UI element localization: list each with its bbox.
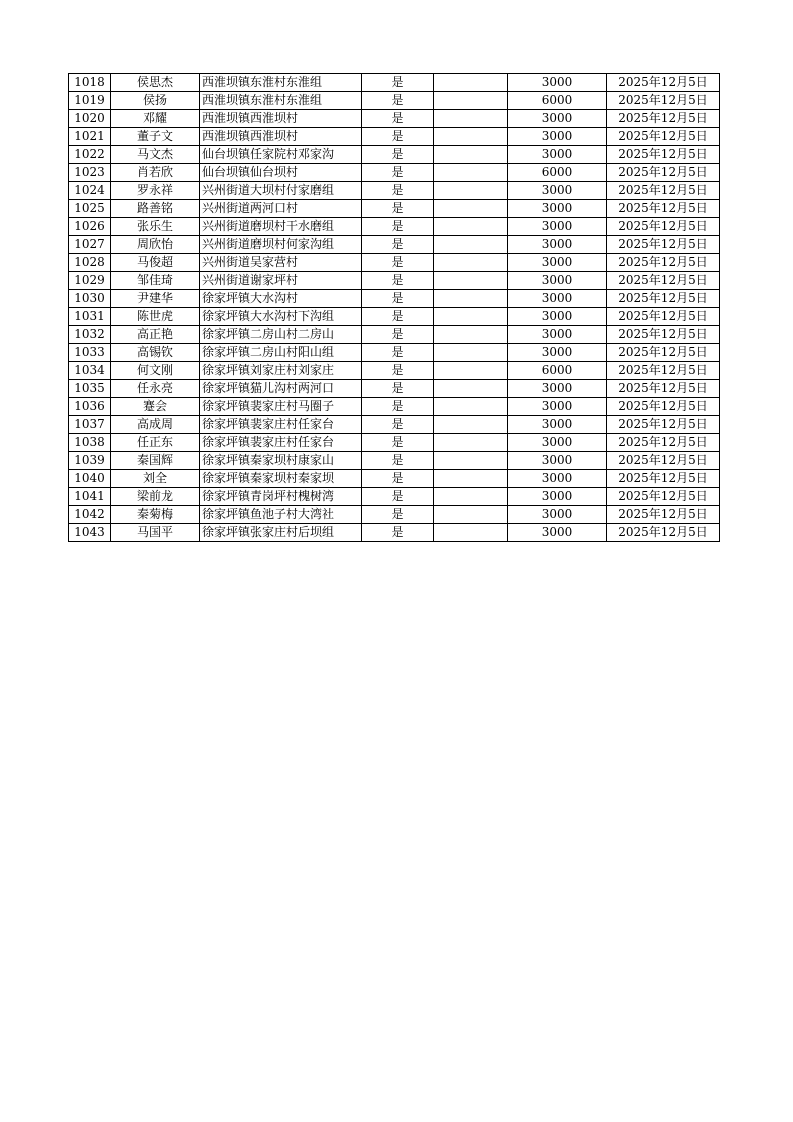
- cell-name: 高成周: [111, 416, 200, 434]
- cell-id: 1037: [69, 416, 111, 434]
- table-row: [69, 182, 720, 200]
- cell-id: 1042: [69, 506, 111, 524]
- cell-amount: 3000: [508, 236, 607, 254]
- cell-name: 路善铭: [111, 200, 200, 218]
- cell-flag: 是: [362, 92, 434, 110]
- cell-amount: 3000: [508, 524, 607, 542]
- cell-blank: [434, 488, 508, 506]
- cell-id: 1025: [69, 200, 111, 218]
- table-row: [69, 218, 720, 236]
- cell-id: 1031: [69, 308, 111, 326]
- table-row: [69, 326, 720, 344]
- cell-address: 徐家坪镇裴家庄村任家台: [200, 416, 362, 434]
- cell-blank: [434, 74, 508, 92]
- cell-date: 2025年12月5日: [607, 308, 720, 326]
- cell-amount: 3000: [508, 74, 607, 92]
- cell-flag: 是: [362, 290, 434, 308]
- cell-amount: 3000: [508, 182, 607, 200]
- cell-name: 何文刚: [111, 362, 200, 380]
- cell-date: 2025年12月5日: [607, 92, 720, 110]
- cell-amount: 3000: [508, 308, 607, 326]
- cell-name: 任永亮: [111, 380, 200, 398]
- cell-name: 邓耀: [111, 110, 200, 128]
- cell-amount: 3000: [508, 416, 607, 434]
- cell-address: 兴州街道谢家坪村: [200, 272, 362, 290]
- cell-blank: [434, 272, 508, 290]
- cell-address: 徐家坪镇青岗坪村槐树湾: [200, 488, 362, 506]
- table-row: [69, 254, 720, 272]
- cell-date: 2025年12月5日: [607, 74, 720, 92]
- cell-name: 侯扬: [111, 92, 200, 110]
- cell-flag: 是: [362, 128, 434, 146]
- cell-flag: 是: [362, 200, 434, 218]
- cell-id: 1032: [69, 326, 111, 344]
- cell-flag: 是: [362, 110, 434, 128]
- cell-address: 兴州街道磨坝村何家沟组: [200, 236, 362, 254]
- cell-date: 2025年12月5日: [607, 110, 720, 128]
- cell-id: 1040: [69, 470, 111, 488]
- cell-flag: 是: [362, 236, 434, 254]
- cell-amount: 6000: [508, 164, 607, 182]
- cell-id: 1023: [69, 164, 111, 182]
- cell-amount: 3000: [508, 506, 607, 524]
- cell-date: 2025年12月5日: [607, 416, 720, 434]
- cell-name: 梁前龙: [111, 488, 200, 506]
- cell-name: 罗永祥: [111, 182, 200, 200]
- cell-id: 1043: [69, 524, 111, 542]
- cell-amount: 3000: [508, 470, 607, 488]
- cell-amount: 3000: [508, 200, 607, 218]
- cell-address: 徐家坪镇裴家庄村任家台: [200, 434, 362, 452]
- cell-flag: 是: [362, 506, 434, 524]
- cell-date: 2025年12月5日: [607, 146, 720, 164]
- table-row: [69, 290, 720, 308]
- table-body: [69, 74, 720, 542]
- table-row: [69, 128, 720, 146]
- cell-blank: [434, 470, 508, 488]
- cell-flag: 是: [362, 182, 434, 200]
- cell-amount: 3000: [508, 254, 607, 272]
- cell-amount: 3000: [508, 488, 607, 506]
- cell-amount: 3000: [508, 128, 607, 146]
- table-row: [69, 470, 720, 488]
- cell-date: 2025年12月5日: [607, 344, 720, 362]
- cell-blank: [434, 380, 508, 398]
- cell-name: 马俊超: [111, 254, 200, 272]
- cell-address: 徐家坪镇二房山村二房山: [200, 326, 362, 344]
- cell-flag: 是: [362, 398, 434, 416]
- cell-blank: [434, 362, 508, 380]
- cell-id: 1039: [69, 452, 111, 470]
- cell-id: 1024: [69, 182, 111, 200]
- cell-address: 西淮坝镇东淮村东淮组: [200, 74, 362, 92]
- cell-id: 1022: [69, 146, 111, 164]
- cell-amount: 3000: [508, 344, 607, 362]
- cell-name: 尹建华: [111, 290, 200, 308]
- cell-date: 2025年12月5日: [607, 470, 720, 488]
- cell-id: 1018: [69, 74, 111, 92]
- cell-date: 2025年12月5日: [607, 236, 720, 254]
- cell-address: 徐家坪镇猫儿沟村两河口: [200, 380, 362, 398]
- cell-address: 兴州街道大坝村付家磨组: [200, 182, 362, 200]
- cell-blank: [434, 416, 508, 434]
- cell-flag: 是: [362, 344, 434, 362]
- cell-name: 任正东: [111, 434, 200, 452]
- cell-id: 1029: [69, 272, 111, 290]
- cell-id: 1036: [69, 398, 111, 416]
- cell-address: 徐家坪镇大水沟村: [200, 290, 362, 308]
- cell-date: 2025年12月5日: [607, 506, 720, 524]
- cell-amount: 3000: [508, 146, 607, 164]
- cell-blank: [434, 218, 508, 236]
- cell-name: 蹇会: [111, 398, 200, 416]
- cell-flag: 是: [362, 308, 434, 326]
- cell-id: 1019: [69, 92, 111, 110]
- cell-blank: [434, 308, 508, 326]
- cell-flag: 是: [362, 488, 434, 506]
- cell-date: 2025年12月5日: [607, 182, 720, 200]
- cell-address: 兴州街道磨坝村干水磨组: [200, 218, 362, 236]
- cell-date: 2025年12月5日: [607, 398, 720, 416]
- cell-blank: [434, 110, 508, 128]
- cell-id: 1030: [69, 290, 111, 308]
- cell-blank: [434, 254, 508, 272]
- cell-flag: 是: [362, 218, 434, 236]
- cell-flag: 是: [362, 74, 434, 92]
- cell-date: 2025年12月5日: [607, 488, 720, 506]
- cell-blank: [434, 398, 508, 416]
- data-table: [68, 73, 720, 542]
- table-row: [69, 416, 720, 434]
- table-row: [69, 164, 720, 182]
- cell-name: 邹佳琦: [111, 272, 200, 290]
- cell-name: 秦菊梅: [111, 506, 200, 524]
- cell-blank: [434, 236, 508, 254]
- cell-id: 1035: [69, 380, 111, 398]
- cell-address: 兴州街道两河口村: [200, 200, 362, 218]
- cell-name: 高正艳: [111, 326, 200, 344]
- cell-id: 1021: [69, 128, 111, 146]
- cell-id: 1028: [69, 254, 111, 272]
- cell-amount: 6000: [508, 92, 607, 110]
- cell-id: 1041: [69, 488, 111, 506]
- cell-flag: 是: [362, 164, 434, 182]
- cell-id: 1020: [69, 110, 111, 128]
- table-row: [69, 452, 720, 470]
- cell-id: 1033: [69, 344, 111, 362]
- cell-date: 2025年12月5日: [607, 434, 720, 452]
- cell-amount: 3000: [508, 110, 607, 128]
- cell-date: 2025年12月5日: [607, 380, 720, 398]
- cell-address: 西淮坝镇西淮坝村: [200, 110, 362, 128]
- table-row: [69, 488, 720, 506]
- cell-date: 2025年12月5日: [607, 362, 720, 380]
- cell-blank: [434, 344, 508, 362]
- cell-amount: 6000: [508, 362, 607, 380]
- cell-address: 徐家坪镇张家庄村后坝组: [200, 524, 362, 542]
- table-row: [69, 362, 720, 380]
- cell-address: 兴州街道吴家营村: [200, 254, 362, 272]
- cell-blank: [434, 182, 508, 200]
- cell-amount: 3000: [508, 326, 607, 344]
- cell-blank: [434, 506, 508, 524]
- cell-date: 2025年12月5日: [607, 452, 720, 470]
- cell-flag: 是: [362, 362, 434, 380]
- cell-name: 董子文: [111, 128, 200, 146]
- cell-flag: 是: [362, 326, 434, 344]
- table-row: [69, 146, 720, 164]
- cell-amount: 3000: [508, 218, 607, 236]
- cell-address: 徐家坪镇大水沟村下沟组: [200, 308, 362, 326]
- cell-name: 秦国辉: [111, 452, 200, 470]
- table-row: [69, 272, 720, 290]
- cell-amount: 3000: [508, 452, 607, 470]
- table-row: [69, 434, 720, 452]
- cell-id: 1027: [69, 236, 111, 254]
- cell-date: 2025年12月5日: [607, 254, 720, 272]
- cell-flag: 是: [362, 524, 434, 542]
- cell-name: 马国平: [111, 524, 200, 542]
- cell-amount: 3000: [508, 272, 607, 290]
- cell-address: 西淮坝镇西淮坝村: [200, 128, 362, 146]
- cell-blank: [434, 200, 508, 218]
- cell-flag: 是: [362, 272, 434, 290]
- cell-address: 徐家坪镇裴家庄村马圈子: [200, 398, 362, 416]
- table-row: [69, 200, 720, 218]
- cell-date: 2025年12月5日: [607, 524, 720, 542]
- cell-date: 2025年12月5日: [607, 290, 720, 308]
- cell-name: 侯思杰: [111, 74, 200, 92]
- cell-flag: 是: [362, 254, 434, 272]
- cell-flag: 是: [362, 470, 434, 488]
- cell-address: 徐家坪镇鱼池子村大湾社: [200, 506, 362, 524]
- cell-flag: 是: [362, 380, 434, 398]
- cell-flag: 是: [362, 416, 434, 434]
- cell-flag: 是: [362, 434, 434, 452]
- cell-blank: [434, 524, 508, 542]
- cell-flag: 是: [362, 146, 434, 164]
- table-row: [69, 110, 720, 128]
- cell-date: 2025年12月5日: [607, 128, 720, 146]
- cell-name: 马文杰: [111, 146, 200, 164]
- table-row: [69, 398, 720, 416]
- cell-blank: [434, 92, 508, 110]
- cell-date: 2025年12月5日: [607, 218, 720, 236]
- cell-address: 徐家坪镇秦家坝村康家山: [200, 452, 362, 470]
- cell-address: 徐家坪镇秦家坝村秦家坝: [200, 470, 362, 488]
- cell-address: 仙台坝镇任家院村邓家沟: [200, 146, 362, 164]
- cell-amount: 3000: [508, 434, 607, 452]
- cell-address: 徐家坪镇二房山村阳山组: [200, 344, 362, 362]
- cell-flag: 是: [362, 452, 434, 470]
- cell-name: 肖若欣: [111, 164, 200, 182]
- cell-date: 2025年12月5日: [607, 200, 720, 218]
- cell-amount: 3000: [508, 380, 607, 398]
- cell-blank: [434, 164, 508, 182]
- cell-address: 西淮坝镇东淮村东淮组: [200, 92, 362, 110]
- cell-blank: [434, 326, 508, 344]
- cell-address: 徐家坪镇刘家庄村刘家庄: [200, 362, 362, 380]
- cell-name: 张乐生: [111, 218, 200, 236]
- cell-id: 1026: [69, 218, 111, 236]
- cell-amount: 3000: [508, 290, 607, 308]
- table-row: [69, 524, 720, 542]
- cell-id: 1038: [69, 434, 111, 452]
- table-row: [69, 506, 720, 524]
- cell-blank: [434, 434, 508, 452]
- cell-name: 高锡钦: [111, 344, 200, 362]
- table-row: [69, 74, 720, 92]
- cell-name: 刘全: [111, 470, 200, 488]
- cell-address: 仙台坝镇仙台坝村: [200, 164, 362, 182]
- cell-name: 周欣怡: [111, 236, 200, 254]
- table-row: [69, 236, 720, 254]
- cell-blank: [434, 452, 508, 470]
- cell-date: 2025年12月5日: [607, 326, 720, 344]
- table-row: [69, 344, 720, 362]
- cell-blank: [434, 290, 508, 308]
- cell-id: 1034: [69, 362, 111, 380]
- table-row: [69, 92, 720, 110]
- table-row: [69, 308, 720, 326]
- cell-date: 2025年12月5日: [607, 272, 720, 290]
- cell-blank: [434, 146, 508, 164]
- cell-blank: [434, 128, 508, 146]
- cell-amount: 3000: [508, 398, 607, 416]
- cell-date: 2025年12月5日: [607, 164, 720, 182]
- cell-name: 陈世虎: [111, 308, 200, 326]
- table-row: [69, 380, 720, 398]
